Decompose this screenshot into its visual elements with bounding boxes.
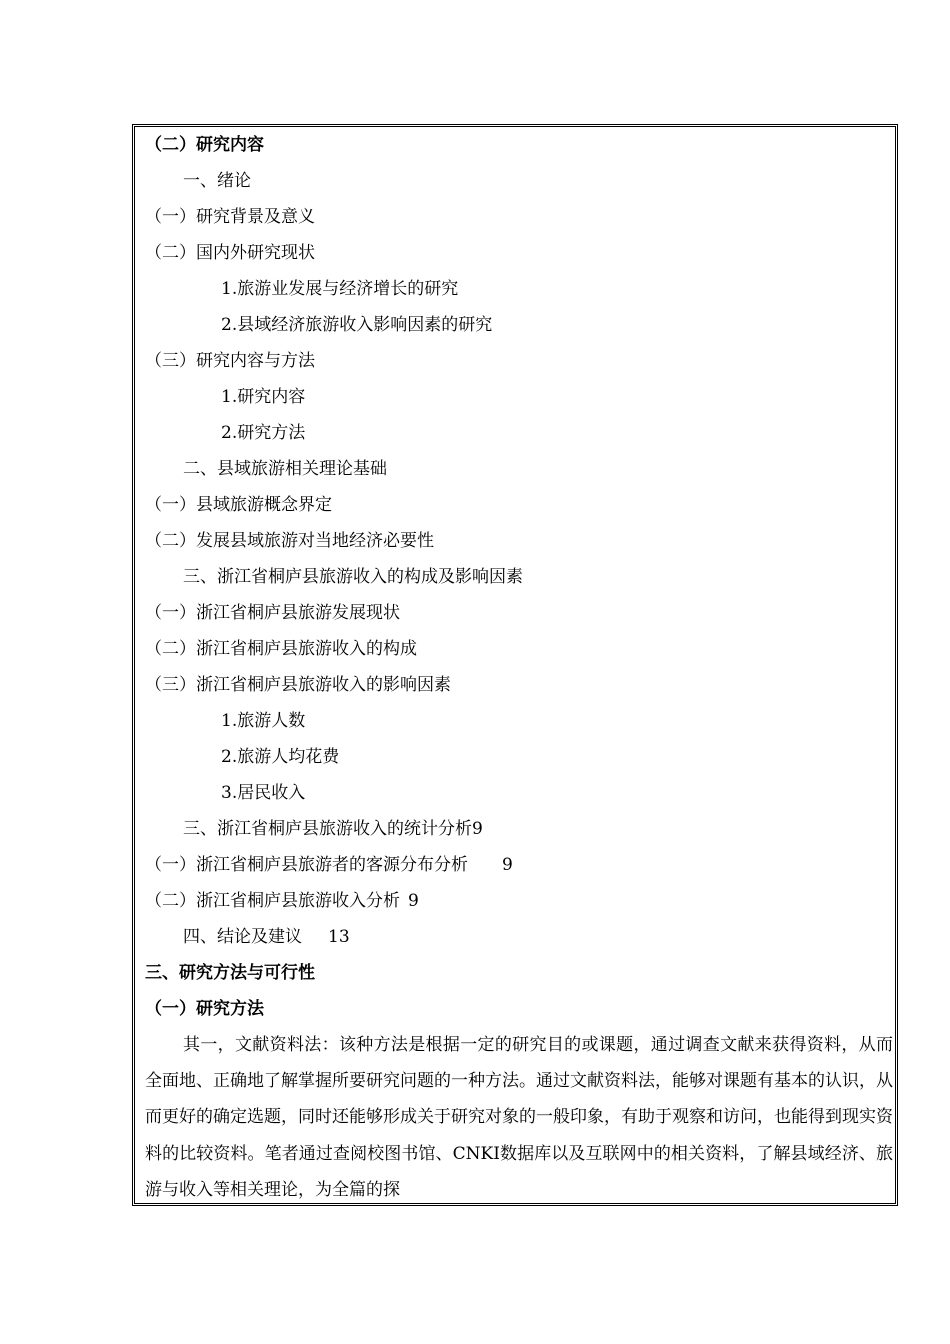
outline-item-with-page	[145, 883, 893, 919]
outline-item: （二）发展县域旅游对当地经济必要性	[145, 531, 434, 551]
outline-item: 2.县域经济旅游收入影响因素的研究	[221, 315, 493, 335]
document-content	[145, 127, 893, 1206]
outline-item: 1.旅游人数	[221, 711, 306, 731]
outline-item: （二）国内外研究现状	[145, 243, 315, 263]
outline-list	[145, 163, 893, 955]
outline-item-text: 四、结论及建议	[183, 927, 302, 947]
outline-item: （一）县域旅游概念界定	[145, 495, 332, 515]
outline-item-with-page	[145, 811, 893, 847]
section-heading-methods-feasibility: 三、研究方法与可行性	[145, 963, 315, 983]
outline-item: 2.研究方法	[221, 423, 306, 443]
outline-item: 1.旅游业发展与经济增长的研究	[221, 279, 459, 299]
outline-item: （一）浙江省桐庐县旅游发展现状	[145, 603, 400, 623]
outline-item-with-page	[145, 919, 893, 955]
outline-item-text: （二）浙江省桐庐县旅游收入分析	[145, 891, 400, 911]
outline-item: （三）浙江省桐庐县旅游收入的影响因素	[145, 675, 451, 695]
outline-item: 3.居民收入	[221, 783, 306, 803]
outline-item: 二、县域旅游相关理论基础	[183, 459, 387, 479]
outline-item-page: 13	[328, 927, 350, 947]
document-frame	[132, 124, 898, 1206]
outline-item: 1.研究内容	[221, 387, 306, 407]
outline-item: （一）研究背景及意义	[145, 207, 315, 227]
outline-item: 2.旅游人均花费	[221, 747, 340, 767]
outline-item: 三、浙江省桐庐县旅游收入的构成及影响因素	[183, 567, 523, 587]
outline-item: （二）浙江省桐庐县旅游收入的构成	[145, 639, 417, 659]
outline-item-text: （一）浙江省桐庐县旅游者的客源分布分析	[145, 855, 468, 875]
outline-item-page: 9	[408, 891, 419, 911]
outline-item-page: 9	[502, 855, 513, 875]
section-heading-research-content: （二）研究内容	[145, 135, 264, 155]
outline-item-with-page	[145, 847, 893, 883]
subsection-heading-methods: （一）研究方法	[145, 999, 264, 1019]
method-paragraph: 其一，文献资料法：该种方法是根据一定的研究目的或课题，通过调查文献来获得资料，从而全面地、正确地了解掌握所要研究问题的一种方法。通过文献资料法，能够对课题有基本的认识，从而更好的确定选题，同时还能够形成关于研究对象的一般印象，有助于观察和访问，也能得到现实资料的比较资料。笔者通过查阅校图书馆、CNKI数据库以及互联网中的相关资料，了解县域经济、旅游与收入等相关理论，为全篇的探	[145, 1035, 893, 1200]
outline-item-page: 9	[472, 819, 483, 839]
outline-item: （三）研究内容与方法	[145, 351, 315, 371]
outline-item-text: 三、浙江省桐庐县旅游收入的统计分析	[183, 819, 472, 839]
outline-item: 一、绪论	[183, 171, 251, 191]
